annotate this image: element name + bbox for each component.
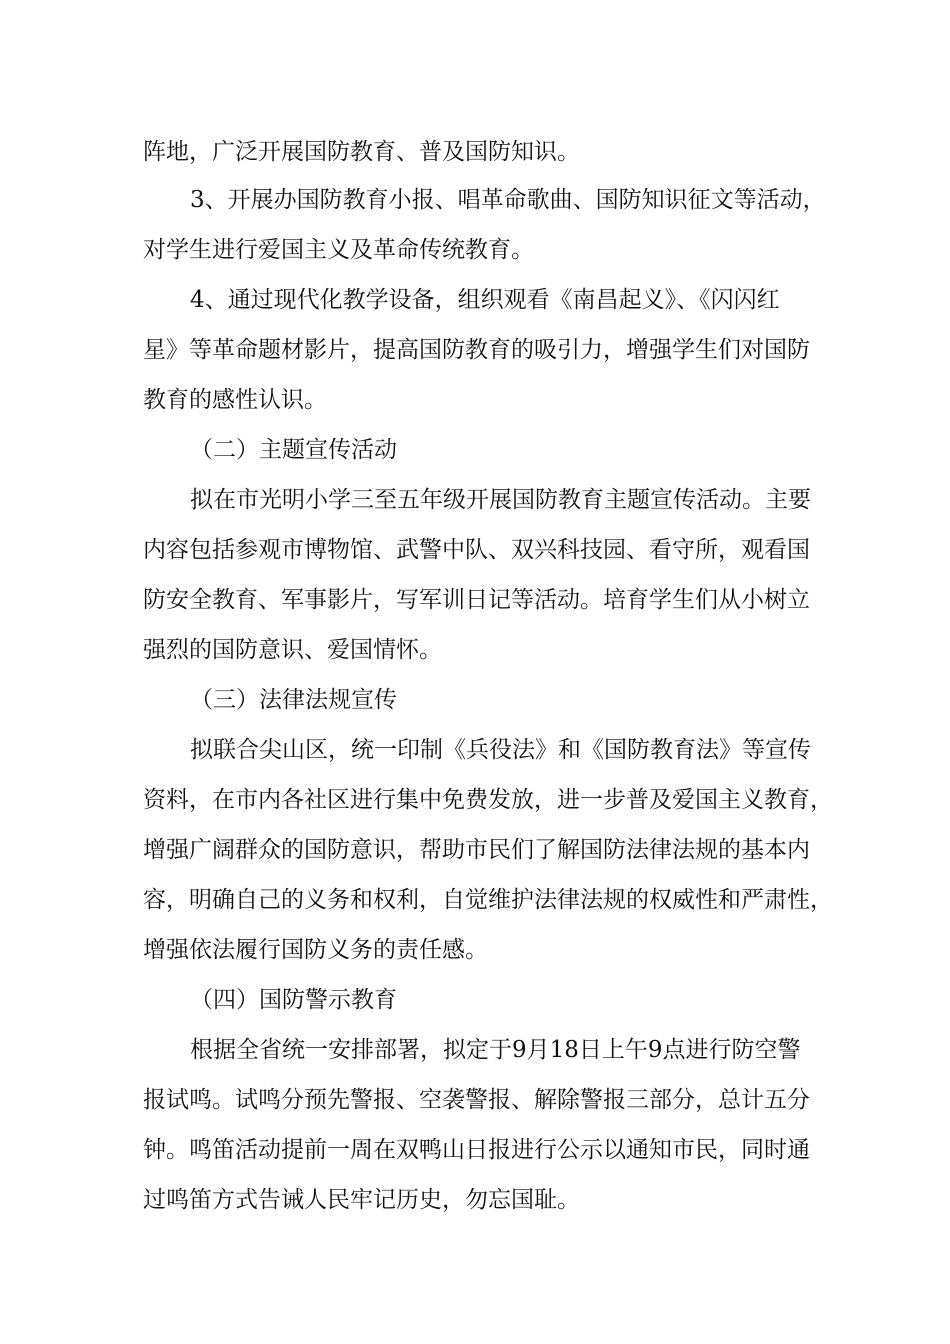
text-line: 拟联合尖山区，统一印制《兵役法》和《国防教育法》等宣传 xyxy=(190,737,811,763)
text-line: 资料，在市内各社区进行集中免费发放，进一步普及爱国主义教育， xyxy=(143,787,833,813)
text-line: 钟。鸣笛活动提前一周在双鸭山日报进行公示以通知市民，同时通 xyxy=(143,1137,810,1163)
text-line: 过鸣笛方式告诫人民牢记历史，勿忘国耻。 xyxy=(143,1187,580,1213)
section-heading: （四）国防警示教育 xyxy=(190,987,397,1013)
text-line: 阵地，广泛开展国防教育、普及国防知识。 xyxy=(143,139,580,165)
text-line: 拟在市光明小学三至五年级开展国防教育主题宣传活动。主要 xyxy=(190,487,811,513)
section-heading: （二）主题宣传活动 xyxy=(190,437,397,463)
text-line: 防安全教育、军事影片，写军训日记等活动。培育学生们从小树立 xyxy=(143,587,810,613)
text-line: 报试鸣。试鸣分预先警报、空袭警报、解除警报三部分，总计五分 xyxy=(143,1087,810,1113)
text-line: 增强依法履行国防义务的责任感。 xyxy=(143,937,488,963)
section-heading: （三）法律法规宣传 xyxy=(190,687,397,713)
text-line: 强烈的国防意识、爱国情怀。 xyxy=(143,637,442,663)
text-line: 星》等革命题材影片，提高国防教育的吸引力，增强学生们对国防 xyxy=(143,337,810,363)
text-line: 3、开展办国防教育小报、唱革命歌曲、国防知识征文等活动， xyxy=(190,187,826,213)
text-line: 内容包括参观市博物馆、武警中队、双兴科技园、看守所，观看国 xyxy=(143,537,810,563)
text-line: 根据全省统一安排部署，拟定于9月18日上午9点进行防空警 xyxy=(190,1037,801,1063)
text-line: 对学生进行爱国主义及革命传统教育。 xyxy=(143,237,534,263)
text-line: 4、通过现代化教学设备，组织观看《南昌起义》、《闪闪红 xyxy=(190,287,780,313)
text-line: 容，明确自己的义务和权利，自觉维护法律法规的权威性和严肃性， xyxy=(143,887,833,913)
text-line: 教育的感性认识。 xyxy=(143,387,327,413)
text-line: 增强广阔群众的国防意识，帮助市民们了解国防法律法规的基本内 xyxy=(143,837,810,863)
